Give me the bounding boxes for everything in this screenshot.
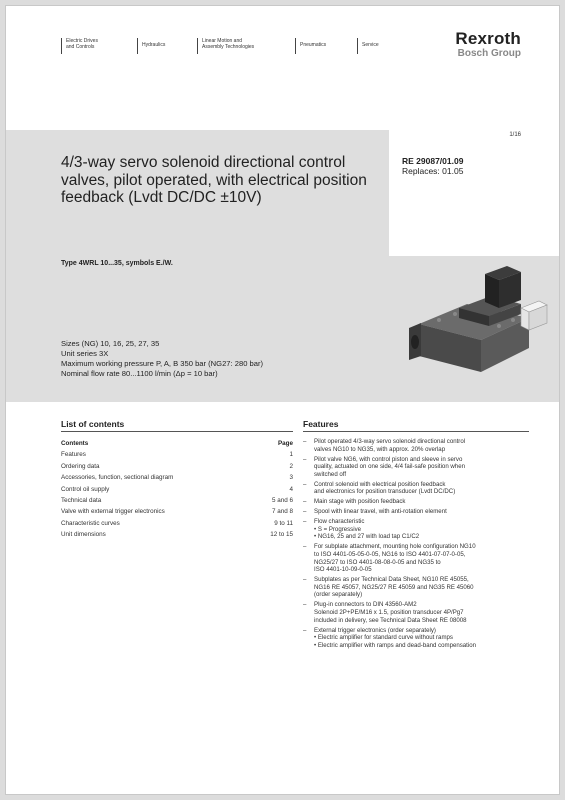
- brand-logo: [455, 30, 521, 59]
- feature-line: – External trigger electronics (order separately): [314, 626, 436, 634]
- toc-row[interactable]: Characteristic curves 9 to 11: [61, 519, 293, 527]
- feature-item: [303, 498, 535, 506]
- feature-line: NG16 RE 45057, NG25/27 RE 45059 and NG35 RE 45060: [314, 583, 474, 591]
- feature-line: • Electric amplifier with ramps and dead-band compensation: [314, 641, 477, 649]
- feature-item: [303, 508, 535, 516]
- page-title: 4/3-way servo solenoid directional control valves, pilot operated, with electrical position feedback (Lvdt DC/DC ±10V): [61, 154, 367, 206]
- toc-row[interactable]: Features 1: [61, 451, 293, 459]
- brand-subtitle: Bosch Group: [457, 48, 521, 59]
- feature-line: valves NG10 to NG35, with approx. 20% overlap: [314, 445, 446, 453]
- feature-line: – Flow characteristic: [314, 518, 365, 526]
- feature-line: – For subplate attachment, mounting hole configuration NG10: [314, 543, 476, 551]
- feature-item: [303, 627, 535, 650]
- toc-row[interactable]: Valve with external trigger electronics 7 and 8: [61, 508, 293, 516]
- feature-line: (order separately): [314, 591, 363, 599]
- feature-line: – Control solenoid with electrical position feedback: [314, 480, 446, 488]
- feature-item: [303, 543, 535, 573]
- toc-heading: List of contents: [61, 419, 293, 432]
- feature-line: switched off: [314, 470, 347, 478]
- feature-line: ISO 4401-10-09-0-05: [314, 566, 372, 574]
- table-of-contents: [61, 438, 293, 541]
- feature-line: Solenoid 2P+PE/M16 x 1.5, position transducer 4P/Pg7: [314, 609, 464, 616]
- feature-item: [303, 438, 535, 453]
- feature-line: included in delivery, see Technical Data Sheet RE 08008: [314, 616, 467, 624]
- feature-item: [303, 601, 535, 624]
- valve-product-image: [389, 256, 559, 402]
- feature-line: NG25/27 to ISO 4401-08-08-0-05 and NG35 to: [314, 558, 441, 566]
- datasheet-page: [6, 6, 559, 794]
- feature-line: – Main stage with position feedback: [314, 498, 406, 506]
- nav-item-service[interactable]: Service: [357, 38, 397, 54]
- feature-line: • NG16, 25 and 27 with load tap C1/C2: [314, 533, 420, 541]
- valve-illustration: [389, 256, 559, 402]
- spec-pressure: Maximum working pressure P, A, B 350 bar (NG27: 280 bar): [61, 359, 264, 368]
- feature-line: • S = Progressive: [314, 525, 362, 533]
- feature-line: – Plug-in connectors to DIN 43560-AM2: [314, 601, 417, 609]
- toc-row[interactable]: Ordering data 2: [61, 462, 293, 470]
- document-replaces: Replaces: 01.05: [402, 166, 464, 176]
- toc-row[interactable]: Technical data 5 and 6: [61, 496, 293, 504]
- toc-row[interactable]: Control oil supply 4: [61, 485, 293, 493]
- feature-line: – Pilot operated 4/3-way servo solenoid directional control: [314, 438, 466, 445]
- type-line: Type 4WRL 10...35, symbols E./W.: [61, 260, 173, 267]
- toc-header-row: Contents Page: [61, 440, 293, 447]
- toc-row[interactable]: Accessories, function, sectional diagram 3: [61, 474, 293, 482]
- feature-item: [303, 456, 535, 479]
- feature-line: – Pilot valve NG6, with control piston and sleeve in servo: [314, 455, 463, 463]
- feature-item: [303, 576, 535, 599]
- specifications: [61, 339, 263, 379]
- toc-row[interactable]: Unit dimensions 12 to 15: [61, 531, 293, 539]
- nav-item-pneumatics[interactable]: Pneumatics: [295, 38, 357, 54]
- feature-line: and electronics for position transducer (Lvdt DC/DC): [314, 488, 456, 496]
- page-number: 1/16: [509, 132, 521, 138]
- features-heading: Features: [303, 419, 529, 432]
- feature-item: [303, 481, 535, 496]
- feature-line: – Spool with linear travel, with anti-rotation element: [314, 508, 447, 516]
- feature-item: [303, 518, 535, 541]
- top-navigation: [61, 38, 397, 54]
- nav-item-electric-drives[interactable]: Electric Drives and Controls: [61, 38, 137, 54]
- spec-sizes: Sizes (NG) 10, 16, 25, 27, 35: [61, 339, 160, 348]
- spec-unit-series: Unit series 3X: [61, 349, 109, 358]
- brand-name: Rexroth: [455, 29, 521, 48]
- feature-line: to ISO 4401-05-05-0-05, NG16 to ISO 4401-07-07-0-05,: [314, 551, 466, 559]
- spec-flow-rate: Nominal flow rate 80...1100 l/min (Δp = 10 bar): [61, 369, 218, 378]
- features-list: [303, 438, 535, 652]
- feature-line: • Electric amplifier for standard curve without ramps: [314, 634, 453, 642]
- feature-line: – Subplates as per Technical Data Sheet, NG10 RE 45055,: [314, 576, 469, 584]
- nav-item-hydraulics[interactable]: Hydraulics: [137, 38, 197, 54]
- nav-item-linear-motion[interactable]: Linear Motion and Assembly Technologies: [197, 38, 295, 54]
- feature-line: quality, actuated on one side, 4/4 fail-safe position when: [314, 463, 465, 471]
- document-code: RE 29087/01.09: [402, 156, 464, 166]
